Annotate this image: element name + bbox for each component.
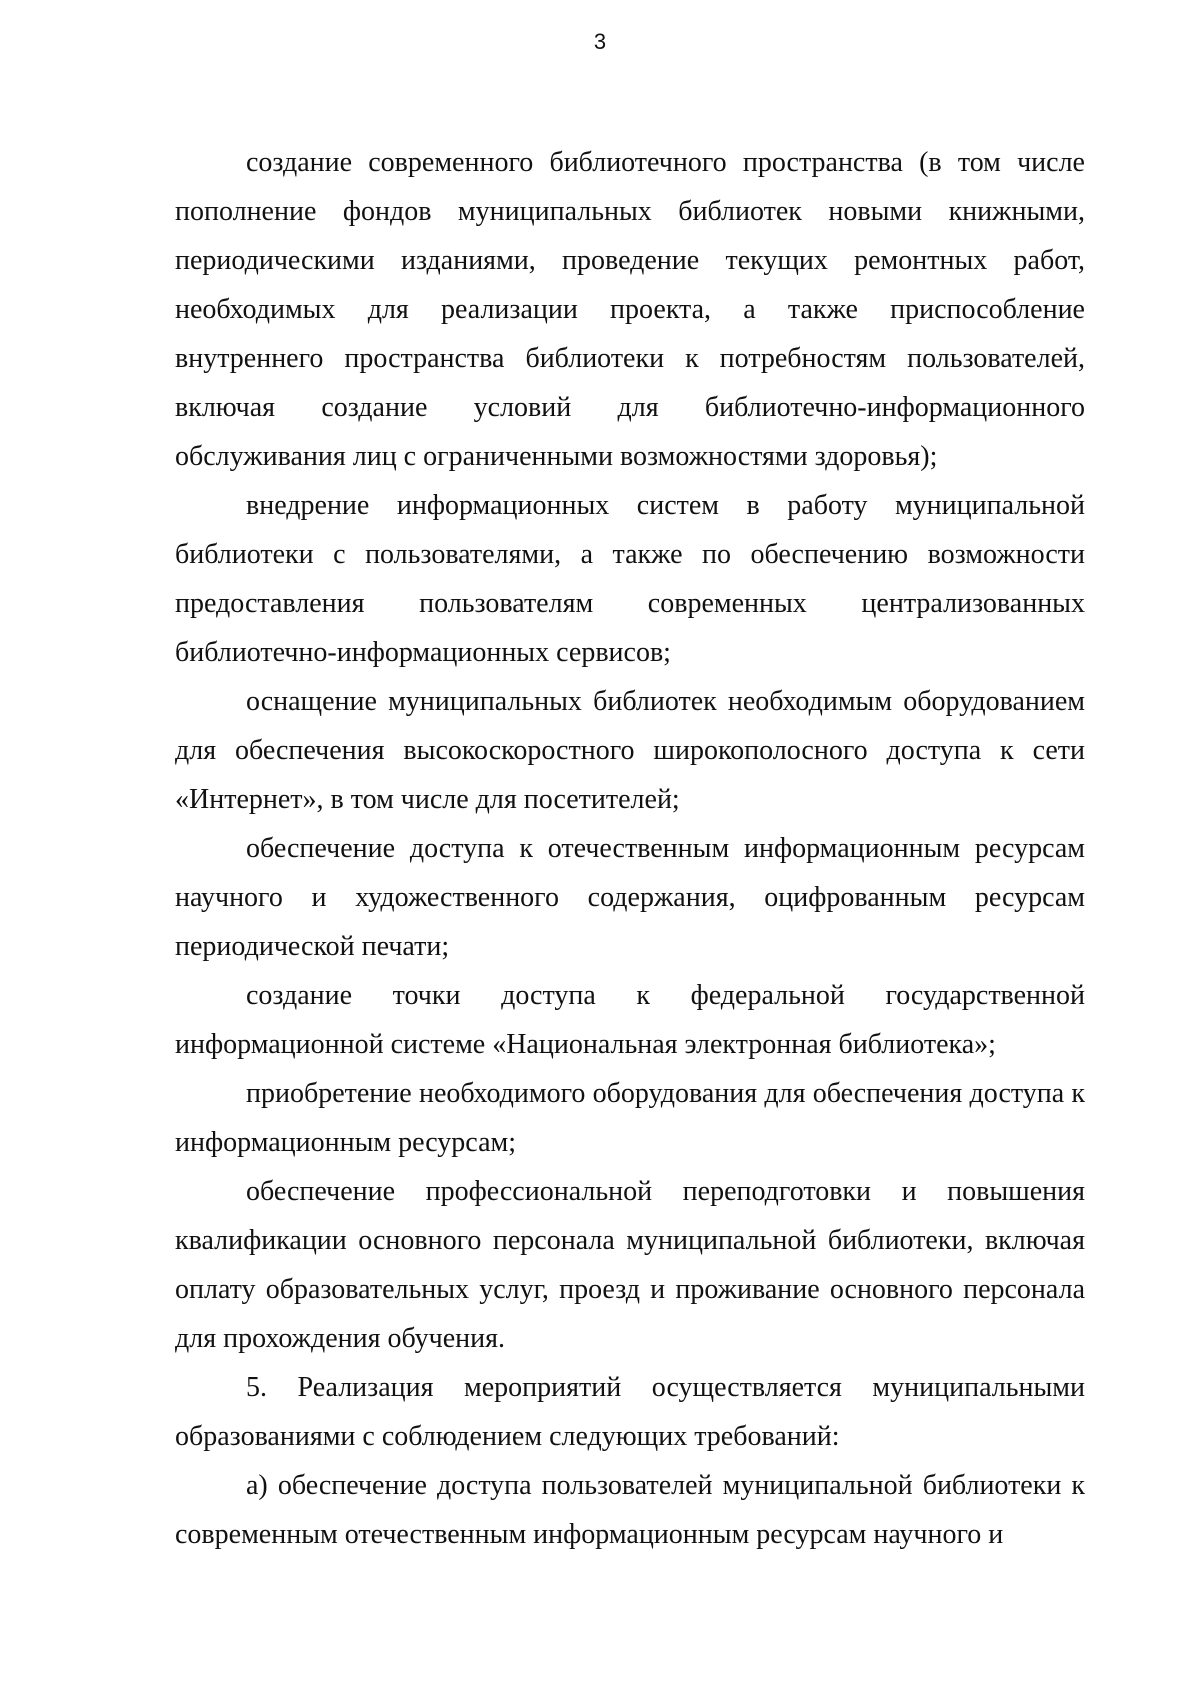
paragraph-item-a: а) обеспечение доступа пользователей муниципальной библиотеки к современным отечественным информационным ресурсам научного и [175,1470,1085,1550]
paragraph-staff-training: обеспечение профессиональной переподготовки и повышения квалификации основного персонала муниципальной библиотеки, включая оплату образовательных услуг, проезд и проживание основного персонала для прохождения обучения. [175,1176,1085,1354]
document-body [175,138,1085,1559]
paragraph-information-systems: внедрение информационных систем в работу муниципальной библиотеки с пользователями, а также по обеспечению возможности предоставления пользователям современных централизованных библиотечно-информационных сервисов; [175,490,1085,668]
paragraph-resource-access: обеспечение доступа к отечественным информационным ресурсам научного и художественного содержания, оцифрованным ресурсам периодической печати; [175,833,1085,962]
paragraph-access-point: создание точки доступа к федеральной государственной информационной системе «Национальная электронная библиотека»; [175,980,1085,1060]
paragraph-internet-equipment: оснащение муниципальных библиотек необходимым оборудованием для обеспечения высокоскоростного широкополосного доступа к сети «Интернет», в том числе для посетителей; [175,686,1085,815]
paragraph-library-space: создание современного библиотечного пространства (в том числе пополнение фондов муниципальных библиотек новыми книжными, периодическими изданиями, проведение текущих ремонтных работ, необходимых для реализации проекта, а также приспособление внутреннего пространства библиотеки к потребностям пользователей, включая создание условий для библиотечно-информационного обслуживания лиц с ограниченными возможностями здоровья); [175,147,1085,472]
paragraph-item-5: 5. Реализация мероприятий осуществляется муниципальными образованиями с соблюдением следующих требований: [175,1372,1085,1452]
paragraph-equipment-purchase: приобретение необходимого оборудования для обеспечения доступа к информационным ресурсам; [175,1078,1085,1158]
page-number: 3 [593,29,607,54]
